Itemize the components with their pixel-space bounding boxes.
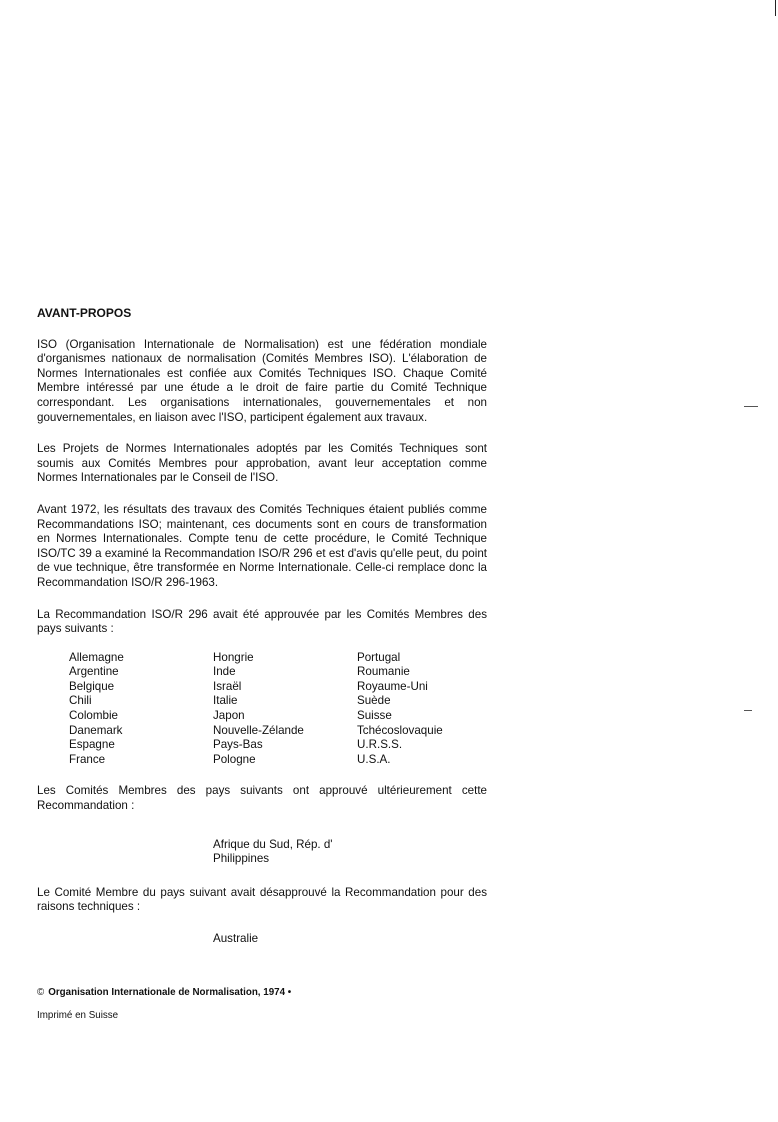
country-name: Japon — [213, 709, 245, 723]
later-approval-list — [213, 838, 487, 867]
copyright-line — [37, 987, 291, 999]
copyright-text: Organisation Internationale de Normalisation, 1974 • — [48, 987, 292, 998]
paragraph-history: Avant 1972, les résultats des travaux des Comités Techniques étaient publiés comme Recommandations ISO; maintenant, ces documents sont en cours de transformation en Normes Internationales. Compte tenu de cette procédure, le Comité Technique ISO/TC 39 a examiné la Recommandation ISO/R 296 et est d'avis qu'elle peut, du point de vue technique, être transformée en Norme Internationale. Celle-ci remplace donc la Recommandation ISO/R 296-1963. — [37, 502, 487, 589]
country-name: Chili — [69, 694, 92, 708]
country-name: Inde — [213, 665, 236, 679]
printed-in-text: Imprimé en Suisse — [37, 1010, 119, 1021]
country-name: Royaume-Uni — [357, 679, 428, 693]
copyright-symbol: © — [37, 987, 45, 998]
scan-speck — [744, 406, 758, 407]
paragraph-later-approval: Les Comités Membres des pays suivants ont approuvé ultérieurement cette Recommandation : — [37, 784, 487, 813]
country-name: Australie — [213, 932, 259, 945]
country-name: Pays-Bas — [213, 738, 263, 752]
country-name: Roumanie — [357, 665, 410, 679]
country-name: Italie — [213, 694, 238, 708]
country-name: Danemark — [69, 723, 123, 737]
section-heading: AVANT-PROPOS — [37, 306, 132, 320]
page-footer — [37, 987, 291, 1022]
country-name: Suisse — [357, 709, 392, 723]
foreword-section — [37, 306, 487, 964]
country-name: U.R.S.S. — [357, 738, 403, 752]
paragraph-approval-intro: La Recommandation ISO/R 296 avait été approuvée par les Comités Membres des pays suivants : — [37, 607, 487, 636]
country-name: U.S.A. — [357, 752, 391, 766]
country-name: Pologne — [213, 752, 256, 766]
country-column-2 — [213, 651, 357, 768]
country-name: Philippines — [213, 852, 270, 866]
scan-speck — [744, 710, 752, 711]
approving-countries-table — [69, 651, 487, 768]
country-column-3 — [357, 651, 487, 768]
country-name: Espagne — [69, 738, 115, 752]
country-name: Colombie — [69, 709, 118, 723]
paragraph-draft-standards: Les Projets de Normes Internationales adoptés par les Comités Techniques sont soumis aux Comités Membres pour approbation, avant leur acceptation comme Normes Internationales par le Conseil de l'ISO. — [37, 442, 487, 485]
country-name: Hongrie — [213, 650, 254, 664]
country-name: Nouvelle-Zélande — [213, 723, 304, 737]
country-name: Tchécoslovaquie — [357, 723, 443, 737]
country-name: France — [69, 752, 106, 766]
country-name: Argentine — [69, 665, 119, 679]
paragraph-iso-intro: ISO (Organisation Internationale de Normalisation) est une fédération mondiale d'organismes nationaux de normalisation (Comités Membres ISO). L'élaboration de Normes Internationales est confiée aux Comités Techniques ISO. Chaque Comité Membre intéressé par une étude a le droit de faire partie du Comité Technique correspondant. Les organisations internationales, gouvernementales et non gouvernementales, en liaison avec l'ISO, participent également aux travaux. — [37, 337, 487, 424]
page-edge-mark — [775, 0, 776, 16]
disapproval-list — [213, 932, 487, 947]
country-column-1 — [69, 651, 213, 768]
country-name: Israël — [213, 679, 242, 693]
country-name: Belgique — [69, 679, 115, 693]
country-name: Allemagne — [69, 650, 124, 664]
country-name: Afrique du Sud, Rép. d' — [213, 837, 333, 851]
paragraph-disapproval: Le Comité Membre du pays suivant avait désapprouvé la Recommandation pour des raisons techniques : — [37, 885, 487, 914]
country-name: Suède — [357, 694, 391, 708]
country-name: Portugal — [357, 650, 401, 664]
